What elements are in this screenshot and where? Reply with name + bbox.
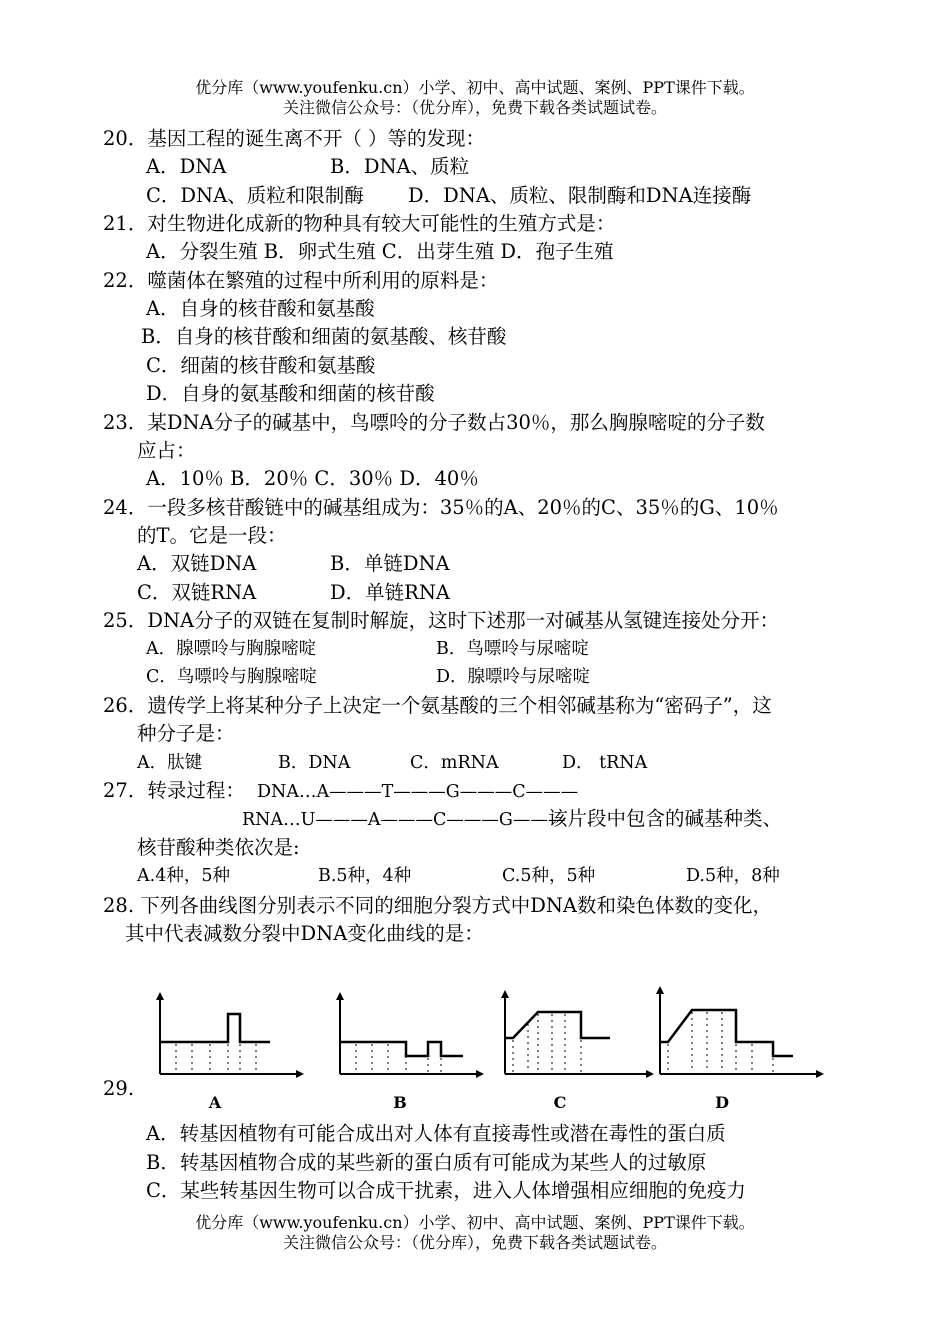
graph-c-curve bbox=[505, 1012, 610, 1038]
q25-option-b: B．鸟嘌呤与尿嘧啶 bbox=[436, 639, 589, 659]
q24-stem-line-1: 24．一段多核苷酸链中的碱基组成为：35％的A、20％的C、35％的G、10％ bbox=[103, 496, 779, 519]
footer-line-2: 关注微信公众号：（优分库），免费下载各类试题试卷。 bbox=[282, 1233, 667, 1252]
q24-option-a: A．双链DNA bbox=[137, 552, 257, 575]
q26-stem-line-1: 26．遗传学上将某种分子上决定一个氨基酸的三个相邻碱基称为“密码子”，这 bbox=[103, 694, 772, 717]
q28-stem-line-2: 其中代表减数分裂中DNA变化曲线的是： bbox=[125, 922, 484, 945]
footer-line-1: 优分库（www.youfenku.cn）小学、初中、高中试题、案例、PPT课件下载。 bbox=[195, 1213, 755, 1232]
graph-b-curve bbox=[340, 1042, 463, 1056]
q27-stem-line-2: 核苷酸种类依次是: bbox=[137, 836, 300, 859]
q22-option-b: B．自身的核苷酸和细菌的氨基酸、核苷酸 bbox=[141, 325, 507, 348]
q27-stem-prefix: 27．转录过程： bbox=[103, 779, 245, 802]
q26-stem-line-2: 种分子是： bbox=[137, 722, 235, 745]
q20-option-c: C．DNA、质粒和限制酶 bbox=[146, 184, 364, 207]
q21-options: A．分裂生殖 B．卵式生殖 C．出芽生殖 D．孢子生殖 bbox=[146, 240, 614, 263]
graph-c-label: C bbox=[553, 1093, 567, 1112]
q29-option-a: A．转基因植物有可能合成出对人体有直接毒性或潜在毒性的蛋白质 bbox=[146, 1122, 726, 1145]
q23-stem-line-1: 23．某DNA分子的碱基中，鸟嘌呤的分子数占30％，那么胸腺嘧啶的分子数 bbox=[103, 411, 765, 434]
q27-option-d: D.5种，8种 bbox=[686, 866, 780, 886]
graph-b-label: B bbox=[393, 1093, 407, 1112]
q26-option-a: A．肽键 bbox=[137, 753, 203, 773]
q22-option-c: C．细菌的核苷酸和氨基酸 bbox=[146, 354, 376, 377]
q22-stem: 22．噬菌体在繁殖的过程中所利用的原料是： bbox=[103, 269, 499, 292]
q21-stem: 21．对生物进化成新的物种具有较大可能性的生殖方式是： bbox=[103, 212, 616, 235]
q28-curve-graphs bbox=[140, 980, 840, 1115]
q26-option-d: D． tRNA bbox=[562, 753, 648, 773]
q25-option-a: A．腺嘌呤与胸腺嘧啶 bbox=[146, 639, 317, 659]
graph-c-dotted-lines bbox=[513, 1014, 581, 1072]
q24-option-c: C．双链RNA bbox=[137, 581, 257, 604]
q27-option-c: C.5种，5种 bbox=[502, 866, 596, 886]
q23-stem-line-2: 应占： bbox=[137, 439, 196, 462]
q27-dna-strand: DNA…A———T———G———C——— bbox=[257, 782, 579, 802]
q28-stem-line-1: 28. 下列各曲线图分别表示不同的细胞分裂方式中DNA数和染色体数的变化， bbox=[103, 894, 772, 917]
q27-option-a: A.4种，5种 bbox=[137, 866, 230, 886]
q26-option-c: C．mRNA bbox=[410, 753, 499, 773]
q25-option-c: C．鸟嘌呤与胸腺嘧啶 bbox=[146, 667, 317, 687]
q23-options: A．10％ B．20％ C．30％ D．40％ bbox=[146, 467, 479, 490]
header-line-1: 优分库（www.youfenku.cn）小学、初中、高中试题、案例、PPT课件下载。 bbox=[195, 78, 755, 97]
q20-option-d: D．DNA、质粒、限制酶和DNA连接酶 bbox=[408, 184, 752, 207]
graph-a-dotted-lines bbox=[176, 1044, 256, 1072]
q27-option-b: B.5种，4种 bbox=[318, 866, 412, 886]
q24-option-b: B．单链DNA bbox=[330, 552, 450, 575]
q24-option-d: D．单链RNA bbox=[330, 581, 450, 604]
graph-d-curve bbox=[660, 1010, 793, 1056]
q20-option-a: A．DNA bbox=[146, 155, 227, 178]
q26-option-b: B．DNA bbox=[278, 753, 351, 773]
graph-a-label: A bbox=[208, 1093, 222, 1112]
q25-option-d: D．腺嘌呤与尿嘧啶 bbox=[436, 667, 591, 687]
graph-a-curve bbox=[160, 1014, 270, 1042]
graph-b bbox=[340, 996, 480, 1112]
q20-stem: 20．基因工程的诞生离不开（ ）等的发现： bbox=[103, 127, 486, 150]
graph-a bbox=[160, 996, 300, 1112]
q22-option-d: D．自身的氨基酸和细菌的核苷酸 bbox=[146, 382, 435, 405]
q22-option-a: A．自身的核苷酸和氨基酸 bbox=[146, 297, 375, 320]
q29-number: 29. bbox=[103, 1077, 135, 1100]
header-line-2: 关注微信公众号：（优分库），免费下载各类试题试卷。 bbox=[282, 98, 667, 117]
q20-option-b: B．DNA、质粒 bbox=[330, 155, 470, 178]
q29-option-b: B．转基因植物合成的某些新的蛋白质有可能成为某些人的过敏原 bbox=[146, 1151, 707, 1174]
q24-stem-line-2: 的T。它是一段： bbox=[137, 524, 287, 547]
q27-rna-strand: RNA…U———A———C———G——— bbox=[242, 810, 566, 830]
graph-d-label: D bbox=[715, 1093, 729, 1112]
q25-stem: 25．DNA分子的双链在复制时解旋，这时下述那一对碱基从氢键连接处分开： bbox=[103, 609, 780, 632]
graph-c bbox=[505, 994, 650, 1112]
q29-option-c: C．某些转基因生物可以合成干扰素，进入人体增强相应细胞的免疫力 bbox=[146, 1179, 746, 1202]
q27-stem-suffix: 该片段中包含的碱基种类、 bbox=[548, 807, 783, 830]
graph-d bbox=[660, 990, 820, 1112]
